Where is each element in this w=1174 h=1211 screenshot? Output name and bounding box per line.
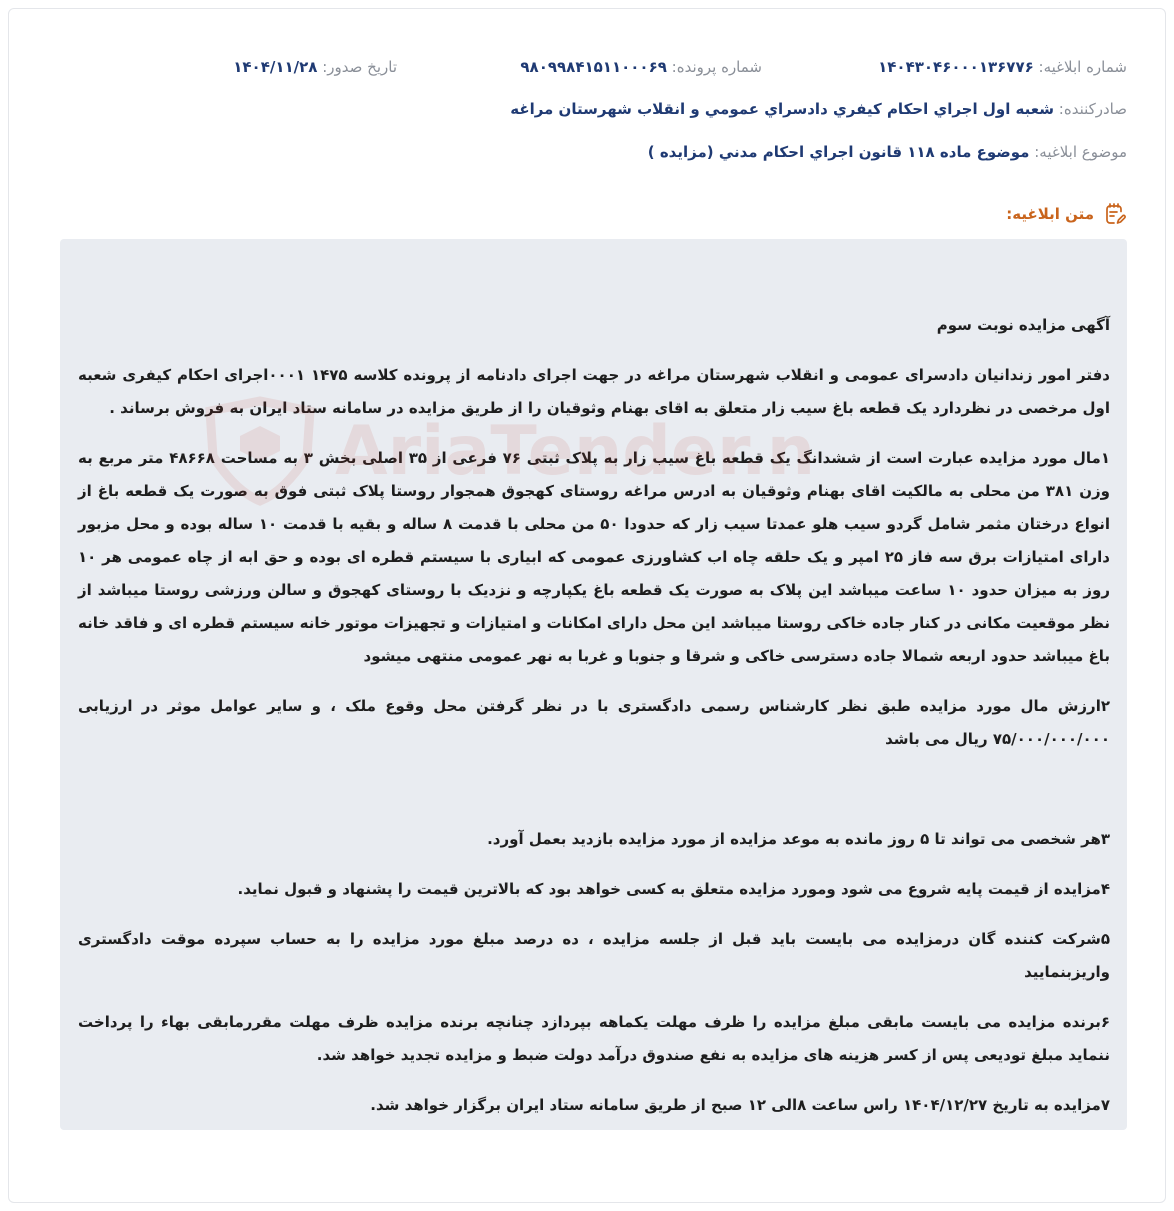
case-number-label: شماره پرونده: [671, 58, 762, 76]
body-paragraph-heading: آگهی مزایده نوبت سوم [936, 316, 1110, 334]
notice-body [60, 239, 1127, 1130]
case-number-value: ۹۸۰۹۹۸۴۱۵۱۱۰۰۰۶۹ [520, 58, 667, 76]
body-paragraph: دفتر امور زندانیان دادسرای عمومی و انقلاب شهرستان مراغه در جهت اجرای دادنامه از پرونده کلاسه ۱۴۷۵ ۰۰۰۱اجرای احکام کیفری شعبه اول مرخصی در نظردارد یک قطعه باغ سیب زار متعلق به اقای بهنام وثوقیان را از طریق مزایده در سامانه ستاد ایران به فروش برساند . [78, 366, 1110, 417]
issuer-label: صادرکننده: [1058, 100, 1127, 118]
case-number [520, 58, 762, 76]
body-paragraph: ۴مزایده از قیمت پایه شروع می شود ومورد مزایده متعلق به کسی خواهد بود که بالاترین قیمت را پشنهاد و قبول نماید. [237, 880, 1110, 898]
subject-value: موضوع ماده ۱۱۸ قانون اجراي احکام مدني (مزايده ) [647, 143, 1030, 161]
notice-number-value: ۱۴۰۴۳۰۴۶۰۰۰۱۳۶۷۷۶ [878, 58, 1034, 76]
issue-date [233, 58, 397, 76]
notice-number [878, 58, 1127, 76]
section-title [1006, 202, 1126, 226]
notice-number-label: شماره ابلاغيه: [1038, 58, 1127, 76]
section-title-label: متن ابلاغيه: [1006, 205, 1094, 223]
body-paragraph: ۵شرکت کننده گان درمزایده می بایست باید قبل از جلسه مزایده ، ده درصد مبلغ مورد مزایده را به حساب سپرده موقت دادگستری واریزبنمایید [78, 930, 1110, 981]
body-paragraph: ۳هر شخصی می تواند تا ۵ روز مانده به موعد مزایده از مورد مزایده بازدید بعمل آورد. [487, 830, 1110, 848]
body-paragraph: ۲ارزش مال مورد مزایده طبق نظر کارشناس رسمی دادگستری با در نظر گرفتن محل وقوع ملک ، و سایر عوامل موثر در ارزیابی ۷۵/۰۰۰/۰۰۰/۰۰۰ ریال می باشد [78, 697, 1110, 748]
body-paragraph: ۷مزایده به تاریخ ۱۴۰۴/۱۲/۲۷ راس ساعت ۸الی ۱۲ صبح از طریق سامانه ستاد ایران برگزار خواهد شد. [370, 1096, 1110, 1114]
subject-label: موضوع ابلاغيه: [1034, 143, 1127, 161]
body-paragraph: ۶برنده مزایده می بایست مابقی مبلغ مزایده را ظرف مهلت یکماهه بپردازد چنانچه برنده مزایده ظرف مهلت مقررمابقی بهاء را پرداخت ننماید مبلغ تودیعی پس از کسر هزینه های مزایده به نفع صندوق درآمد دولت ضبط و مزایده تجدید خواهد شد. [78, 1013, 1110, 1064]
issuer [510, 100, 1127, 118]
issuer-value: شعبه اول اجراي احکام کيفري دادسراي عمومي و انقلاب شهرستان مراغه [510, 100, 1054, 118]
body-paragraph: ۱مال مورد مزایده عبارت است از ششدانگ یک قطعه باغ سیب زار به پلاک ثبتی ۷۶ فرعی از ۳۵ اصلی بخش ۳ به مساحت ۴۸۶۶۸ متر مربع به وزن ۳۸۱ من محلی به مالکیت اقای بهنام وثوقیان به ادرس مراغه روستای کهجوق همجوار روستا پلاک ثبتی فوق به صورت یک قطعه باغ از انواع درختان مثمر شامل گردو سیب هلو عمدتا سیب زار که حدودا ۵۰ من محلی با قدمت ۸ ساله و بقیه با قدمت ۱۰ ساله بوده و محل مزبور دارای امتیازات برق سه فاز ۲۵ امپر و یک حلقه چاه اب کشاورزی عمومی که ابیاری با سیستم قطره ای بوده و حق ابه از چاه عمومی هر ۱۰ روز به میزان حدود ۱۰ ساعت میباشد این پلاک به صورت یک قطعه باغ یکپارچه و نزدیک با روستای کهجوق و سالن ورزشی روستا میباشد از نظر موقعیت مکانی در کنار جاده خاکی روستا میباشد این محل دارای امکانات و امتیازات و تجهیزات موتور خانه سیستم قطره ای و فاقد خانه باغ میباشد حدود اربعه شمالا جاده دسترسی خاکی و شرقا و جنوبا و غربا به نهر عمومی منتهی میشود [78, 449, 1111, 665]
document-edit-icon [1102, 202, 1126, 226]
subject [648, 143, 1127, 161]
issue-date-label: تاريخ صدور: [322, 58, 397, 76]
issue-date-value: ۱۴۰۴/۱۱/۲۸ [233, 58, 318, 76]
